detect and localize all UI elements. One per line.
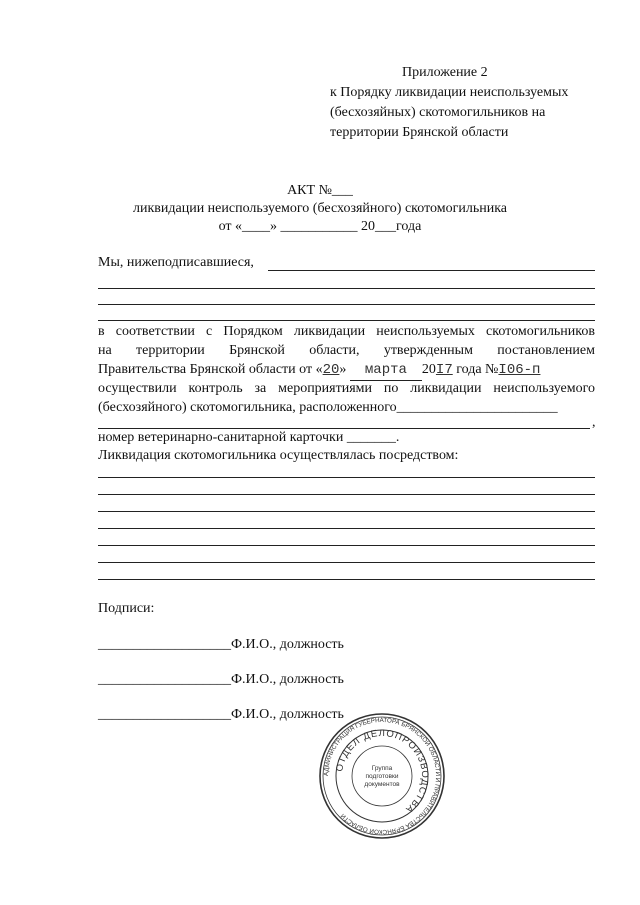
- appendix-header: [330, 63, 568, 143]
- svg-text:АДМИНИСТРАЦИЯ ГУБЕРНАТОРА БРЯН: АДМИНИСТРАЦИЯ ГУБЕРНАТОРА БРЯНСКОЙ ОБЛАСТИ И ПРАВИТЕЛЬСТВА БРЯНСКОЙ ОБЛАСТИ: [322, 716, 442, 836]
- svg-text:Группа: Группа: [371, 765, 393, 772]
- appendix-line: к Порядку ликвидации неиспользуемых: [330, 85, 569, 100]
- paragraph-line: на территории Брянской области, утвержденным постановлением: [98, 343, 595, 358]
- comma-mark: ,: [592, 415, 596, 430]
- svg-text:подготовки: подготовки: [365, 773, 399, 780]
- act-title: АКТ №___: [287, 183, 353, 198]
- fill-line: [98, 477, 595, 478]
- fill-line: [98, 288, 595, 289]
- svg-text:ОТДЕЛ ДЕЛОПРОИЗВОДСТВА: ОТДЕЛ ДЕЛОПРОИЗВОДСТВА: [334, 727, 431, 816]
- fill-line: [98, 320, 595, 321]
- vet-card-label: номер ветеринарно-санитарной карточки _______.: [98, 430, 400, 445]
- svg-text:документов: документов: [364, 781, 400, 788]
- handwritten-number: I06-п: [498, 362, 541, 378]
- signature-row: ___________________Ф.И.О., должность: [98, 672, 344, 687]
- signatures-heading: Подписи:: [98, 601, 155, 616]
- fill-line: [98, 304, 595, 305]
- paragraph-line-with-handwriting: Правительства Брянской области от «20» марта 20I7 года №I06-п: [98, 360, 595, 381]
- paragraph-line: (бесхозяйного) скотомогильника, расположенного_______________________: [98, 400, 558, 415]
- paragraph-line: осуществили контроль за мероприятиями по ликвидации неиспользуемого: [98, 381, 595, 396]
- we-signed-label: Мы, нижеподписавшиеся,: [98, 255, 254, 270]
- act-subtitle: ликвидации неиспользуемого (бесхозяйного) скотомогильника: [132, 201, 507, 216]
- handwritten-month: марта: [350, 361, 422, 381]
- stamp-seal-icon: [318, 712, 446, 840]
- fill-line: [98, 562, 595, 563]
- appendix-line: (бесхозяйных) скотомогильников на: [330, 105, 546, 120]
- fill-line: [98, 494, 595, 495]
- act-date-line: от «____» ___________ 20___года: [218, 219, 422, 234]
- appendix-number: Приложение 2: [402, 65, 488, 80]
- paragraph-line: в соответствии с Порядком ликвидации неиспользуемых скотомогильников: [98, 324, 595, 339]
- signature-row: ___________________Ф.И.О., должность: [98, 637, 344, 652]
- appendix-line: территории Брянской области: [330, 125, 509, 140]
- handwritten-day: 20: [322, 362, 340, 378]
- official-stamp: [318, 712, 446, 840]
- fill-line: [98, 579, 595, 580]
- handwritten-year: I7: [435, 362, 453, 378]
- signature-row: ___________________Ф.И.О., должность: [98, 707, 344, 722]
- fill-line: [98, 511, 595, 512]
- fill-line: [98, 428, 590, 429]
- liquidation-label: Ликвидация скотомогильника осуществлялась посредством:: [98, 448, 459, 463]
- fill-line: [268, 270, 595, 271]
- fill-line: [98, 545, 595, 546]
- fill-line: [98, 528, 595, 529]
